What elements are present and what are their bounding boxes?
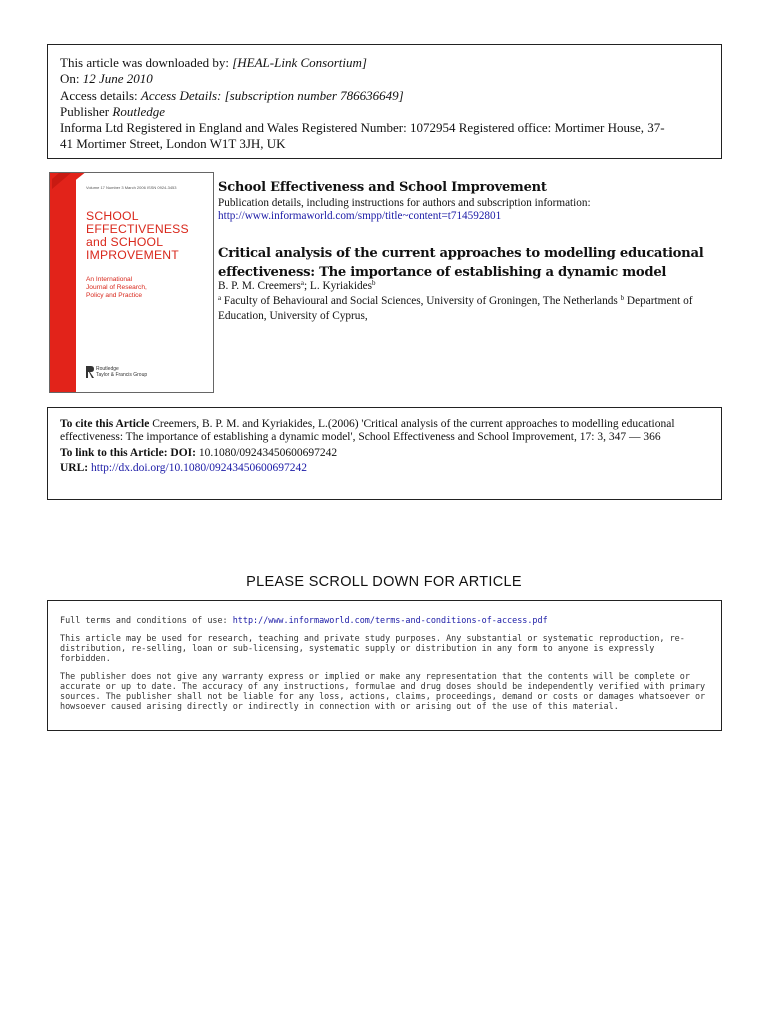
journal-url-link[interactable]: http://www.informaworld.com/smpp/title~content=t714592801 <box>218 210 502 222</box>
cite-label: To cite this Article <box>60 418 153 430</box>
routledge-logo-icon <box>86 366 94 378</box>
cover-subtitle <box>86 276 196 300</box>
publisher-line <box>60 104 709 120</box>
registered-office-line-2: 41 Mortimer Street, London W1T 3JH, UK <box>60 136 286 152</box>
usage-paragraph: This article may be used for research, teaching and private study purposes. Any substantial or systematic reproduction, re-distribution, re-selling, loan or sub-licensing, systematic supply or distribution in any form to anyone is expressly forbidden. <box>60 633 685 663</box>
cover-title-line: IMPROVEMENT <box>86 248 179 262</box>
author-name: B. P. M. Creemers <box>218 280 301 292</box>
cover-subtitle-line: Journal of Research, <box>86 284 147 291</box>
affiliation-mark: a <box>218 294 222 302</box>
cite-article-row <box>60 418 709 444</box>
access-details-label: Access details: <box>60 87 141 103</box>
journal-cover-image <box>49 172 214 393</box>
article-title: Critical analysis of the current approaches to modelling educational effectiveness: The importance of establishing a dynamic model <box>218 246 704 280</box>
access-details-value: Access Details: [subscription number 786636649] <box>140 87 404 103</box>
terms-label: Full terms and conditions of use: <box>60 615 233 625</box>
author-affiliation-mark: a <box>300 279 304 287</box>
downloaded-by-label: This article was downloaded by: <box>60 55 233 70</box>
scroll-down-notice: PLEASE SCROLL DOWN FOR ARTICLE <box>246 574 522 590</box>
downloaded-by-value: [HEAL-Link Consortium] <box>232 55 367 70</box>
cite-text: Creemers, B. P. M. and Kyriakides, L.(2006) 'Critical analysis of the current approaches to modelling educational effectiveness: The importance of establishing a dynamic model', School Effectiveness and School Improvement, 17: 3, 347 — 366 <box>60 418 675 443</box>
authors-line <box>218 280 376 293</box>
cover-subtitle-line: Policy and Practice <box>86 292 143 299</box>
article-url-row <box>60 462 709 475</box>
registered-office-line-1: Informa Ltd Registered in England and Wales Registered Number: 1072954 Registered office: Mortimer House, 37- <box>60 120 665 136</box>
journal-title: School Effectiveness and School Improvement <box>218 180 547 195</box>
cover-title-line: SCHOOL <box>86 209 139 223</box>
disclaimer-paragraph: The publisher does not give any warranty express or implied or make any representation that the contents will be complete or accurate or up to date. The accuracy of any instructions, formulae and drug doses should be independently verified with primary sources. The publisher shall not be liable for any loss, actions, claims, proceedings, demand or costs or damages whatsoever or howsoever caused arising directly or indirectly in connection with or arising out of the use of this material. <box>60 671 706 711</box>
cover-title-line: EFFECTIVENESS <box>86 222 189 236</box>
publication-details: Publication details, including instructions for authors and subscription information: <box>218 197 591 209</box>
terms-box <box>47 600 722 731</box>
publisher-label: Publisher <box>60 103 113 119</box>
cover-publisher <box>96 367 147 378</box>
author-name: ; L. Kyriakides <box>303 280 373 292</box>
cover-subtitle-line: An International <box>86 276 133 283</box>
article-url-link[interactable]: http://dx.doi.org/10.1080/09243450600697242 <box>91 462 308 475</box>
cover-title <box>86 210 204 262</box>
author-affiliation-mark: b <box>372 279 376 287</box>
cover-title-line: and SCHOOL <box>86 235 164 249</box>
affiliation-text: Faculty of Behavioural and Social Sciences, University of Groningen, The Netherlands <box>221 295 621 307</box>
access-details-line <box>60 88 709 104</box>
cover-volume-line: Volume 17 Number 3 March 2006 ISSN 0924-3453 <box>86 185 177 190</box>
journal-info <box>218 180 718 223</box>
downloaded-by-line <box>60 55 709 71</box>
terms-url-paragraph <box>60 615 709 625</box>
affiliation-mark: b <box>620 294 625 302</box>
cover-publisher-line: Taylor & Francis Group <box>96 371 148 378</box>
url-label: URL: <box>60 462 91 475</box>
download-info-box <box>47 44 722 159</box>
affiliations <box>218 294 723 324</box>
affiliation-text: Department of Education, University of Cyprus, <box>218 295 693 322</box>
doi-label: To link to this Article: DOI: <box>60 446 199 459</box>
download-date-value: 12 June 2010 <box>82 71 153 87</box>
terms-url-link[interactable]: http://www.informaworld.com/terms-and-conditions-of-access.pdf <box>232 615 548 625</box>
publisher-value: Routledge <box>112 103 166 119</box>
download-date-line <box>60 71 709 87</box>
citation-box <box>47 407 722 500</box>
cover-publisher-line: Routledge <box>96 366 119 372</box>
doi-value: 10.1080/09243450600697242 <box>198 446 338 459</box>
article-doi-row <box>60 447 709 460</box>
download-date-label: On: <box>60 71 83 87</box>
